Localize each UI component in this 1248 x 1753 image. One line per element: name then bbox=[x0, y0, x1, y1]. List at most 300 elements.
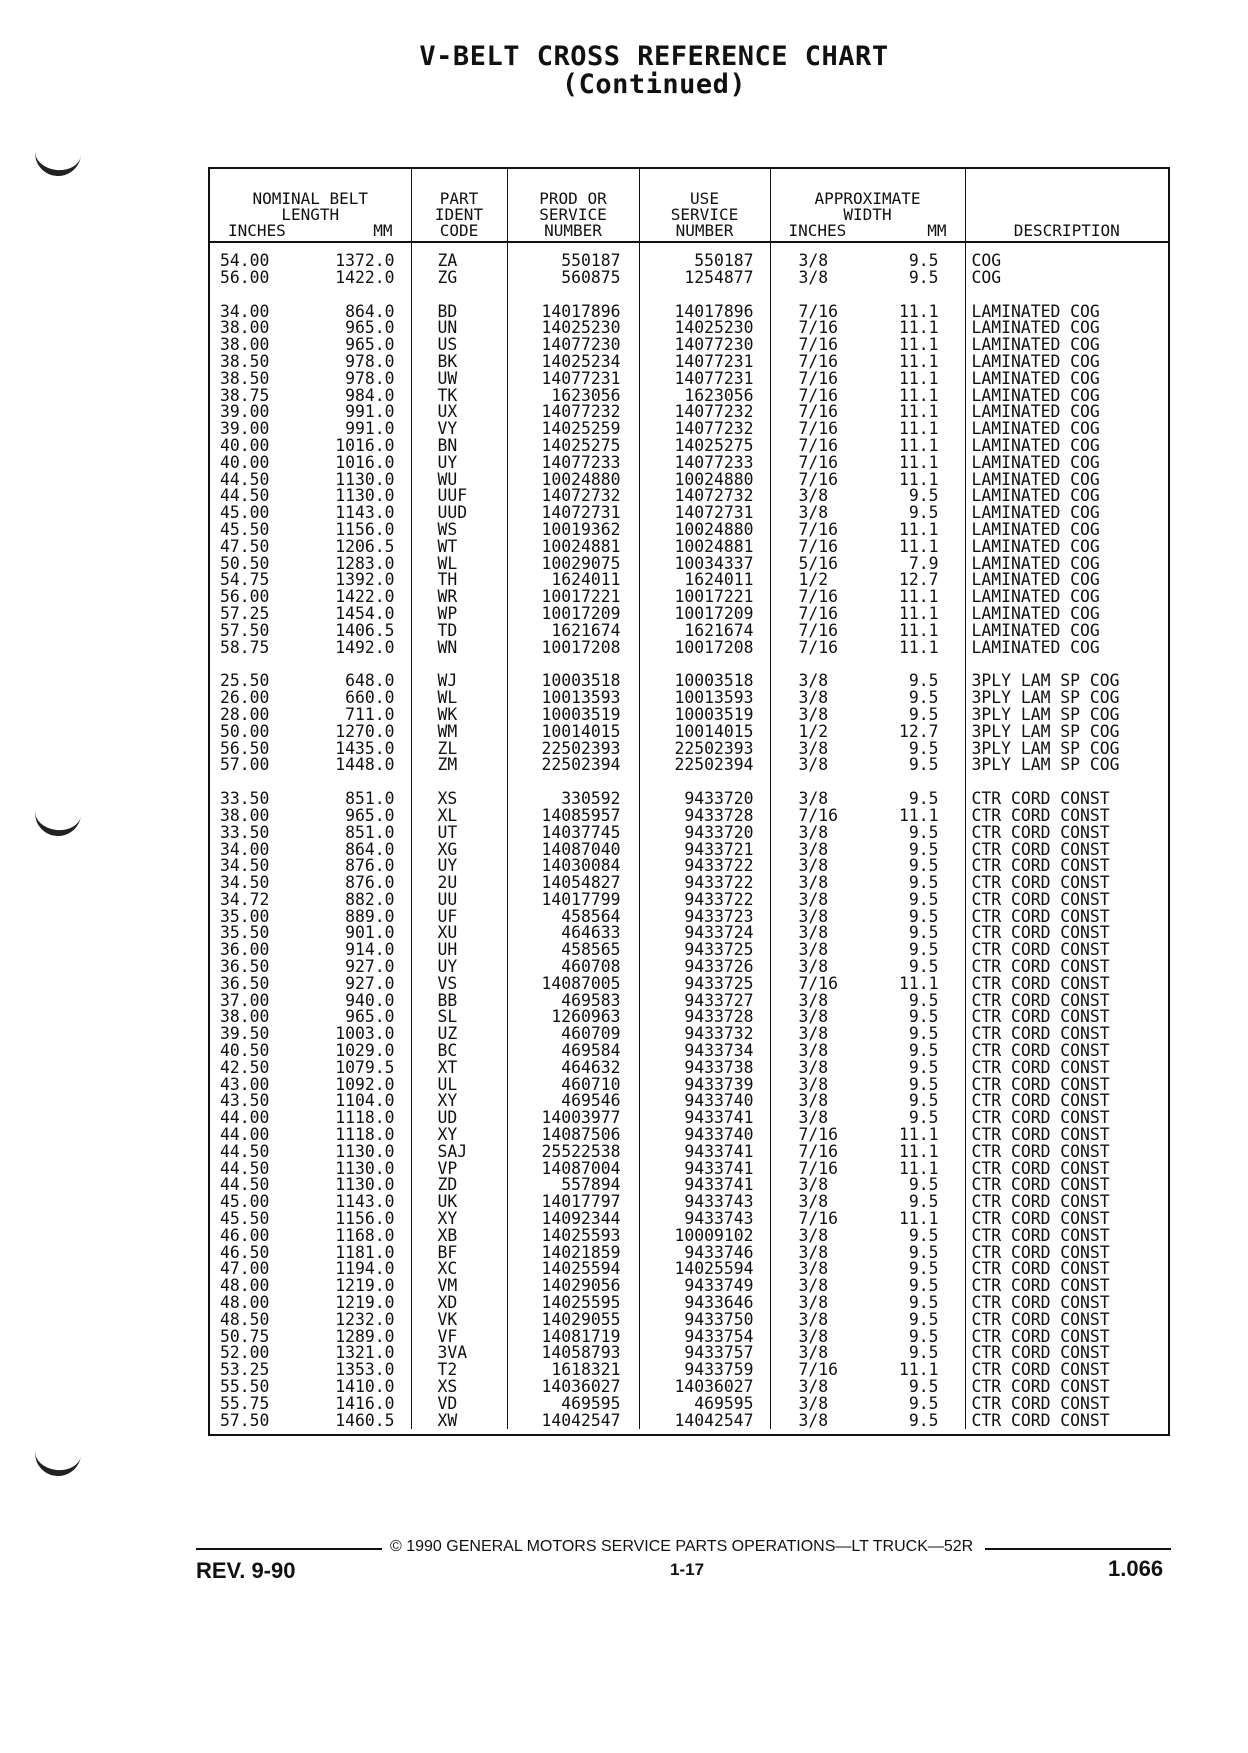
cell-width-inches: 3/8 bbox=[770, 1379, 874, 1396]
cell-part-code: TK bbox=[411, 388, 507, 405]
cell-length-inches: 55.75 bbox=[220, 1393, 270, 1413]
cell-part-code: XG bbox=[411, 842, 507, 859]
cell-width-mm: 9.5 bbox=[908, 1309, 939, 1329]
cell-length-inches: 40.00 bbox=[220, 435, 270, 455]
cell-length-inches: 44.00 bbox=[220, 1108, 270, 1128]
cell-width-mm: 9.5 bbox=[908, 267, 939, 287]
cell-width-mm: 9.5 bbox=[908, 1057, 939, 1077]
cell-part-code: BF bbox=[411, 1245, 507, 1262]
cell-width-mm: 9.5 bbox=[908, 1192, 939, 1212]
cell-width-mm: 9.5 bbox=[908, 738, 939, 758]
cell-part-code: WN bbox=[411, 640, 507, 657]
cell-prod-number: 10017221 bbox=[507, 589, 639, 606]
cell-width-inches: 3/8 bbox=[770, 1312, 874, 1329]
cell-width-inches: 3/8 bbox=[770, 825, 874, 842]
cell-use-number: 14036027 bbox=[639, 1379, 770, 1396]
cell-length-inches: 54.00 bbox=[220, 251, 270, 270]
cell-width-mm: 11.1 bbox=[899, 301, 939, 321]
cell-length-inches: 56.00 bbox=[220, 267, 270, 287]
cell-description: CTR CORD CONST bbox=[965, 842, 1168, 859]
cell-use-number: 14072731 bbox=[639, 505, 770, 522]
cell-prod-number: 460708 bbox=[507, 959, 639, 976]
cell-length-inches: 38.75 bbox=[220, 385, 270, 405]
cell-use-number: 9433720 bbox=[639, 791, 770, 808]
cell-width-mm: 11.1 bbox=[899, 452, 939, 472]
cell-length-inches: 45.50 bbox=[220, 519, 270, 539]
cell-description: CTR CORD CONST bbox=[965, 875, 1168, 892]
cell-description: CTR CORD CONST bbox=[965, 1211, 1168, 1228]
cell-length-inches: 38.00 bbox=[220, 318, 270, 338]
cell-length-mm: 901.0 bbox=[345, 923, 395, 943]
cell-part-code: UY bbox=[411, 959, 507, 976]
cell-width-inches: 5/16 bbox=[770, 556, 874, 573]
cell-prod-number: 557894 bbox=[507, 1177, 639, 1194]
binder-hole-mark bbox=[33, 148, 81, 179]
cell-prod-number: 14025259 bbox=[507, 421, 639, 438]
cell-use-number: 9433726 bbox=[639, 959, 770, 976]
cell-use-number: 14025275 bbox=[639, 438, 770, 455]
cell-use-number: 9433725 bbox=[639, 976, 770, 993]
cell-width-mm: 11.1 bbox=[899, 587, 939, 607]
cell-length-inches: 47.00 bbox=[220, 1259, 270, 1279]
cell-use-number: 9433741 bbox=[639, 1110, 770, 1127]
cell-use-number: 9433749 bbox=[639, 1278, 770, 1295]
cell-prod-number: 550187 bbox=[507, 242, 639, 270]
cell-use-number: 10024880 bbox=[639, 522, 770, 539]
cell-length-inches: 58.75 bbox=[220, 637, 270, 657]
cell-prod-number: 1621674 bbox=[507, 623, 639, 640]
cell-length-mm: 991.0 bbox=[345, 419, 395, 439]
cell-length-mm: 660.0 bbox=[345, 688, 395, 708]
cell-length-mm: 1435.0 bbox=[335, 738, 395, 758]
cell-description: LAMINATED COG bbox=[965, 472, 1168, 489]
cell-width-mm: 9.5 bbox=[908, 839, 939, 859]
cell-width-inches: 3/8 bbox=[770, 270, 874, 287]
cell-width-mm: 9.5 bbox=[908, 1326, 939, 1346]
cell-width-inches: 7/16 bbox=[770, 1144, 874, 1161]
cell-length-inches: 48.00 bbox=[220, 1293, 270, 1313]
cell-length-inches: 44.50 bbox=[220, 1175, 270, 1195]
cell-length-mm: 1372.0 bbox=[335, 251, 395, 270]
cell-length-inches: 46.00 bbox=[220, 1225, 270, 1245]
cell-length-mm: 1130.0 bbox=[335, 486, 395, 506]
cell-width-mm: 11.1 bbox=[899, 637, 939, 657]
cell-length-inches: 33.50 bbox=[220, 789, 270, 809]
cell-prod-number: 14087506 bbox=[507, 1127, 639, 1144]
cell-length-mm: 1156.0 bbox=[335, 1209, 395, 1229]
header-prod-service-number bbox=[507, 169, 639, 242]
cell-description: CTR CORD CONST bbox=[965, 1345, 1168, 1362]
cell-use-number: 9433746 bbox=[639, 1245, 770, 1262]
cell-part-code: VS bbox=[411, 976, 507, 993]
cell-prod-number: 14030084 bbox=[507, 858, 639, 875]
cell-width-inches: 7/16 bbox=[770, 1161, 874, 1178]
cell-width-mm: 9.5 bbox=[908, 688, 939, 708]
cell-length-inches: 35.50 bbox=[220, 923, 270, 943]
cell-prod-number: 469595 bbox=[507, 1396, 639, 1413]
cell-length-inches: 37.00 bbox=[220, 990, 270, 1010]
cell-part-code: ZA bbox=[411, 242, 507, 270]
cell-prod-number: 25522538 bbox=[507, 1144, 639, 1161]
cell-prod-number: 460709 bbox=[507, 1026, 639, 1043]
table-row bbox=[210, 623, 1168, 640]
cell-use-number: 14077232 bbox=[639, 421, 770, 438]
header-width-mm: MM bbox=[927, 221, 947, 240]
cell-part-code: TD bbox=[411, 623, 507, 640]
cell-width-mm: 9.5 bbox=[908, 856, 939, 876]
cross-reference-table bbox=[208, 167, 1170, 1436]
cell-length-inches: 39.00 bbox=[220, 402, 270, 422]
cell-part-code: XS bbox=[411, 1379, 507, 1396]
cell-use-number: 9433743 bbox=[639, 1194, 770, 1211]
table-row bbox=[210, 757, 1168, 774]
cell-width-inches: 7/16 bbox=[770, 455, 874, 472]
cell-length-mm: 1353.0 bbox=[335, 1360, 395, 1380]
cell-prod-number: 14077232 bbox=[507, 404, 639, 421]
cell-use-number: 9433740 bbox=[639, 1127, 770, 1144]
header-text: SERVICE bbox=[670, 205, 739, 224]
cell-description: CTR CORD CONST bbox=[965, 1026, 1168, 1043]
cell-length-inches: 43.00 bbox=[220, 1074, 270, 1094]
cell-width-inches: 3/8 bbox=[770, 505, 874, 522]
cell-length-inches: 45.50 bbox=[220, 1209, 270, 1229]
cell-length-inches: 54.75 bbox=[220, 570, 270, 590]
cell-part-code: VM bbox=[411, 1278, 507, 1295]
cell-length-mm: 927.0 bbox=[345, 973, 395, 993]
spacer-cell bbox=[411, 656, 507, 673]
cell-use-number: 9433757 bbox=[639, 1345, 770, 1362]
cell-width-inches: 7/16 bbox=[770, 320, 874, 337]
cell-width-inches: 3/8 bbox=[770, 858, 874, 875]
cell-use-number: 10024881 bbox=[639, 539, 770, 556]
cell-width-inches: 3/8 bbox=[770, 1413, 874, 1430]
cell-length-mm: 864.0 bbox=[345, 839, 395, 859]
cell-length-mm: 1104.0 bbox=[335, 1091, 395, 1111]
table-row bbox=[210, 825, 1168, 842]
cell-prod-number: 469583 bbox=[507, 993, 639, 1010]
cell-width-inches: 7/16 bbox=[770, 522, 874, 539]
cell-length-inches: 44.50 bbox=[220, 486, 270, 506]
cell-width-inches: 3/8 bbox=[770, 892, 874, 909]
cell-width-inches: 3/8 bbox=[770, 1345, 874, 1362]
cell-part-code: XY bbox=[411, 1127, 507, 1144]
cell-width-inches: 3/8 bbox=[770, 741, 874, 758]
cell-prod-number: 14021859 bbox=[507, 1245, 639, 1262]
cell-use-number: 14077231 bbox=[639, 371, 770, 388]
cell-use-number: 14025230 bbox=[639, 320, 770, 337]
cell-width-inches: 3/8 bbox=[770, 1295, 874, 1312]
cell-length-mm: 1406.5 bbox=[335, 620, 395, 640]
cell-width-inches: 3/8 bbox=[770, 925, 874, 942]
cell-description: LAMINATED COG bbox=[965, 404, 1168, 421]
cell-prod-number: 10003518 bbox=[507, 673, 639, 690]
cell-prod-number: 22502393 bbox=[507, 741, 639, 758]
cell-description: LAMINATED COG bbox=[965, 455, 1168, 472]
cell-length-mm: 965.0 bbox=[345, 1007, 395, 1027]
cell-description: LAMINATED COG bbox=[965, 623, 1168, 640]
cell-description: CTR CORD CONST bbox=[965, 1093, 1168, 1110]
cell-width-mm: 9.5 bbox=[908, 1074, 939, 1094]
binder-hole-mark bbox=[33, 1448, 81, 1479]
header-description bbox=[965, 169, 1168, 242]
cell-width-inches: 3/8 bbox=[770, 875, 874, 892]
cell-length-mm: 1143.0 bbox=[335, 1192, 395, 1212]
cell-use-number: 9433740 bbox=[639, 1093, 770, 1110]
cell-part-code: UU bbox=[411, 892, 507, 909]
cell-part-code: VK bbox=[411, 1312, 507, 1329]
cell-part-code: WJ bbox=[411, 673, 507, 690]
cell-length-inches: 34.50 bbox=[220, 873, 270, 893]
cell-prod-number: 10017208 bbox=[507, 640, 639, 657]
cell-description: LAMINATED COG bbox=[965, 522, 1168, 539]
footer-copyright: © 1990 GENERAL MOTORS SERVICE PARTS OPERATIONS—LT TRUCK—52R bbox=[390, 1538, 974, 1555]
cell-prod-number: 14054827 bbox=[507, 875, 639, 892]
cell-use-number: 10009102 bbox=[639, 1228, 770, 1245]
cell-length-mm: 1118.0 bbox=[335, 1125, 395, 1145]
cell-prod-number: 14017896 bbox=[507, 304, 639, 321]
cell-width-mm: 9.5 bbox=[908, 1108, 939, 1128]
cell-length-inches: 42.50 bbox=[220, 1057, 270, 1077]
cell-part-code: UUF bbox=[411, 488, 507, 505]
cell-prod-number: 14085957 bbox=[507, 808, 639, 825]
cell-prod-number: 14042547 bbox=[507, 1413, 639, 1430]
cell-description: CTR CORD CONST bbox=[965, 1379, 1168, 1396]
cell-prod-number: 10013593 bbox=[507, 690, 639, 707]
cell-width-inches: 3/8 bbox=[770, 1194, 874, 1211]
cell-length-inches: 52.00 bbox=[220, 1343, 270, 1363]
cell-description: 3PLY LAM SP COG bbox=[965, 724, 1168, 741]
cell-width-mm: 9.5 bbox=[908, 1242, 939, 1262]
cell-length-inches: 48.50 bbox=[220, 1309, 270, 1329]
cell-width-mm: 11.1 bbox=[899, 1360, 939, 1380]
cell-description: LAMINATED COG bbox=[965, 539, 1168, 556]
cell-width-inches: 7/16 bbox=[770, 606, 874, 623]
cell-width-mm: 9.5 bbox=[908, 1377, 939, 1396]
cell-description: CTR CORD CONST bbox=[965, 1413, 1168, 1430]
cell-description: CTR CORD CONST bbox=[965, 808, 1168, 825]
cell-use-number: 9433738 bbox=[639, 1060, 770, 1077]
cell-length-mm: 1003.0 bbox=[335, 1024, 395, 1044]
cell-length-mm: 1168.0 bbox=[335, 1225, 395, 1245]
cell-width-mm: 9.5 bbox=[908, 889, 939, 909]
cell-length-inches: 33.50 bbox=[220, 822, 270, 842]
cell-use-number: 10003518 bbox=[639, 673, 770, 690]
cell-use-number: 9433722 bbox=[639, 858, 770, 875]
cell-length-mm: 1219.0 bbox=[335, 1276, 395, 1296]
cell-width-inches: 3/8 bbox=[770, 707, 874, 724]
cell-width-inches: 7/16 bbox=[770, 337, 874, 354]
cell-use-number: 9433741 bbox=[639, 1161, 770, 1178]
header-use-service-number bbox=[639, 169, 770, 242]
cell-prod-number: 458564 bbox=[507, 909, 639, 926]
cell-width-inches: 3/8 bbox=[770, 993, 874, 1010]
cell-prod-number: 10024880 bbox=[507, 472, 639, 489]
cell-width-mm: 11.1 bbox=[899, 1125, 939, 1145]
cell-length-inches: 38.50 bbox=[220, 368, 270, 388]
cell-description: CTR CORD CONST bbox=[965, 1077, 1168, 1094]
cell-width-mm: 9.5 bbox=[908, 486, 939, 506]
cell-width-mm: 9.5 bbox=[908, 671, 939, 691]
cell-use-number: 9433754 bbox=[639, 1329, 770, 1346]
cell-width-mm: 11.1 bbox=[899, 318, 939, 338]
binder-hole-mark bbox=[33, 808, 81, 839]
cell-length-mm: 876.0 bbox=[345, 856, 395, 876]
cell-width-mm: 9.5 bbox=[908, 1276, 939, 1296]
cell-prod-number: 14029056 bbox=[507, 1278, 639, 1295]
cell-part-code: UK bbox=[411, 1194, 507, 1211]
table-row bbox=[210, 1413, 1168, 1430]
cell-length-inches: 34.00 bbox=[220, 301, 270, 321]
cell-width-mm: 12.7 bbox=[899, 570, 939, 590]
cell-use-number: 9433750 bbox=[639, 1312, 770, 1329]
cell-use-number: 9433720 bbox=[639, 825, 770, 842]
cell-width-inches: 3/8 bbox=[770, 1245, 874, 1262]
cell-length-inches: 34.50 bbox=[220, 856, 270, 876]
cell-width-mm: 11.1 bbox=[899, 368, 939, 388]
cell-width-mm: 11.1 bbox=[899, 519, 939, 539]
cell-length-mm: 965.0 bbox=[345, 318, 395, 338]
cell-width-inches: 3/8 bbox=[770, 488, 874, 505]
cell-prod-number: 14025230 bbox=[507, 320, 639, 337]
cell-use-number: 22502393 bbox=[639, 741, 770, 758]
cell-length-mm: 1289.0 bbox=[335, 1326, 395, 1346]
header-text: NOMINAL BELT bbox=[252, 189, 369, 208]
cell-width-inches: 3/8 bbox=[770, 959, 874, 976]
cell-length-inches: 39.50 bbox=[220, 1024, 270, 1044]
cell-prod-number: 469546 bbox=[507, 1093, 639, 1110]
cell-prod-number: 14025234 bbox=[507, 354, 639, 371]
cell-width-inches: 3/8 bbox=[770, 1329, 874, 1346]
cell-description: LAMINATED COG bbox=[965, 304, 1168, 321]
cell-use-number: 14072732 bbox=[639, 488, 770, 505]
cell-length-mm: 1079.5 bbox=[335, 1057, 395, 1077]
cell-description: LAMINATED COG bbox=[965, 337, 1168, 354]
footer-rule bbox=[985, 1548, 1171, 1550]
cell-length-mm: 1194.0 bbox=[335, 1259, 395, 1279]
cell-width-mm: 9.5 bbox=[908, 1041, 939, 1061]
cell-description: CTR CORD CONST bbox=[965, 993, 1168, 1010]
cell-width-mm: 9.5 bbox=[908, 1024, 939, 1044]
cell-length-mm: 1219.0 bbox=[335, 1293, 395, 1313]
cell-length-mm: 965.0 bbox=[345, 335, 395, 355]
cell-use-number: 9433728 bbox=[639, 1009, 770, 1026]
cell-length-inches: 44.50 bbox=[220, 1158, 270, 1178]
cell-part-code: BC bbox=[411, 1043, 507, 1060]
cell-description: LAMINATED COG bbox=[965, 438, 1168, 455]
cell-use-number: 9433725 bbox=[639, 942, 770, 959]
cell-length-mm: 1232.0 bbox=[335, 1309, 395, 1329]
cell-width-mm: 9.5 bbox=[908, 755, 939, 775]
cell-length-mm: 1118.0 bbox=[335, 1108, 395, 1128]
cell-width-inches: 3/8 bbox=[770, 942, 874, 959]
cell-length-mm: 978.0 bbox=[345, 368, 395, 388]
cell-width-inches: 7/16 bbox=[770, 404, 874, 421]
cell-length-inches: 35.00 bbox=[220, 906, 270, 926]
header-approximate-width bbox=[770, 169, 965, 242]
cell-prod-number: 14037745 bbox=[507, 825, 639, 842]
cell-prod-number: 14003977 bbox=[507, 1110, 639, 1127]
cell-description: CTR CORD CONST bbox=[965, 1329, 1168, 1346]
cell-description: 3PLY LAM SP COG bbox=[965, 673, 1168, 690]
cell-prod-number: 22502394 bbox=[507, 757, 639, 774]
cell-width-inches: 3/8 bbox=[770, 1009, 874, 1026]
cell-width-mm: 11.1 bbox=[899, 1158, 939, 1178]
cell-use-number: 10034337 bbox=[639, 556, 770, 573]
cell-length-inches: 38.00 bbox=[220, 335, 270, 355]
cell-width-inches: 7/16 bbox=[770, 438, 874, 455]
cell-length-mm: 1422.0 bbox=[335, 267, 395, 287]
cell-length-inches: 36.50 bbox=[220, 973, 270, 993]
cell-length-mm: 927.0 bbox=[345, 957, 395, 977]
cell-part-code: 2U bbox=[411, 875, 507, 892]
cell-part-code: XU bbox=[411, 925, 507, 942]
cell-length-mm: 882.0 bbox=[345, 889, 395, 909]
cell-width-inches: 3/8 bbox=[770, 1060, 874, 1077]
cell-part-code: UY bbox=[411, 455, 507, 472]
cell-use-number: 22502394 bbox=[639, 757, 770, 774]
cell-width-inches: 7/16 bbox=[770, 1362, 874, 1379]
cell-use-number: 10013593 bbox=[639, 690, 770, 707]
cell-prod-number: 14087004 bbox=[507, 1161, 639, 1178]
cell-width-mm: 9.5 bbox=[908, 1007, 939, 1027]
cell-use-number: 9433727 bbox=[639, 993, 770, 1010]
cell-width-mm: 11.1 bbox=[899, 469, 939, 489]
cell-width-inches: 3/8 bbox=[770, 1396, 874, 1413]
cell-prod-number: 560875 bbox=[507, 270, 639, 287]
cell-prod-number: 14058793 bbox=[507, 1345, 639, 1362]
cell-use-number: 9433759 bbox=[639, 1362, 770, 1379]
cell-width-inches: 7/16 bbox=[770, 421, 874, 438]
cell-use-number: 9433722 bbox=[639, 892, 770, 909]
cell-part-code: XC bbox=[411, 1261, 507, 1278]
cell-part-code: WL bbox=[411, 556, 507, 573]
cell-length-inches: 38.00 bbox=[220, 1007, 270, 1027]
cell-use-number: 10024880 bbox=[639, 472, 770, 489]
table-row bbox=[210, 242, 1168, 270]
cell-prod-number: 14025593 bbox=[507, 1228, 639, 1245]
cell-width-mm: 11.1 bbox=[899, 335, 939, 355]
cell-use-number: 9433646 bbox=[639, 1295, 770, 1312]
footer-page-number: 1.066 bbox=[1108, 1556, 1164, 1581]
cell-width-mm: 9.5 bbox=[908, 1410, 939, 1430]
cell-width-mm: 9.5 bbox=[908, 704, 939, 724]
cell-width-mm: 9.5 bbox=[908, 957, 939, 977]
cell-part-code: WR bbox=[411, 589, 507, 606]
cell-part-code: SAJ bbox=[411, 1144, 507, 1161]
cell-part-code: US bbox=[411, 337, 507, 354]
cell-width-mm: 11.1 bbox=[899, 385, 939, 405]
cell-prod-number: 330592 bbox=[507, 791, 639, 808]
cell-part-code: UT bbox=[411, 825, 507, 842]
cell-prod-number: 14017799 bbox=[507, 892, 639, 909]
cell-width-inches: 3/8 bbox=[770, 1093, 874, 1110]
cell-use-number: 9433728 bbox=[639, 808, 770, 825]
cell-length-inches: 40.50 bbox=[220, 1041, 270, 1061]
cell-part-code: BN bbox=[411, 438, 507, 455]
cell-description: CTR CORD CONST bbox=[965, 1312, 1168, 1329]
cell-length-inches: 46.50 bbox=[220, 1242, 270, 1262]
cell-width-inches: 7/16 bbox=[770, 623, 874, 640]
cell-width-mm: 9.5 bbox=[908, 1293, 939, 1313]
cell-description: CTR CORD CONST bbox=[965, 1295, 1168, 1312]
cell-length-mm: 1092.0 bbox=[335, 1074, 395, 1094]
cell-width-inches: 3/8 bbox=[770, 242, 874, 270]
cell-description: CTR CORD CONST bbox=[965, 892, 1168, 909]
cell-width-mm: 9.5 bbox=[908, 822, 939, 842]
cell-description: LAMINATED COG bbox=[965, 371, 1168, 388]
cell-part-code: UN bbox=[411, 320, 507, 337]
cell-prod-number: 1260963 bbox=[507, 1009, 639, 1026]
